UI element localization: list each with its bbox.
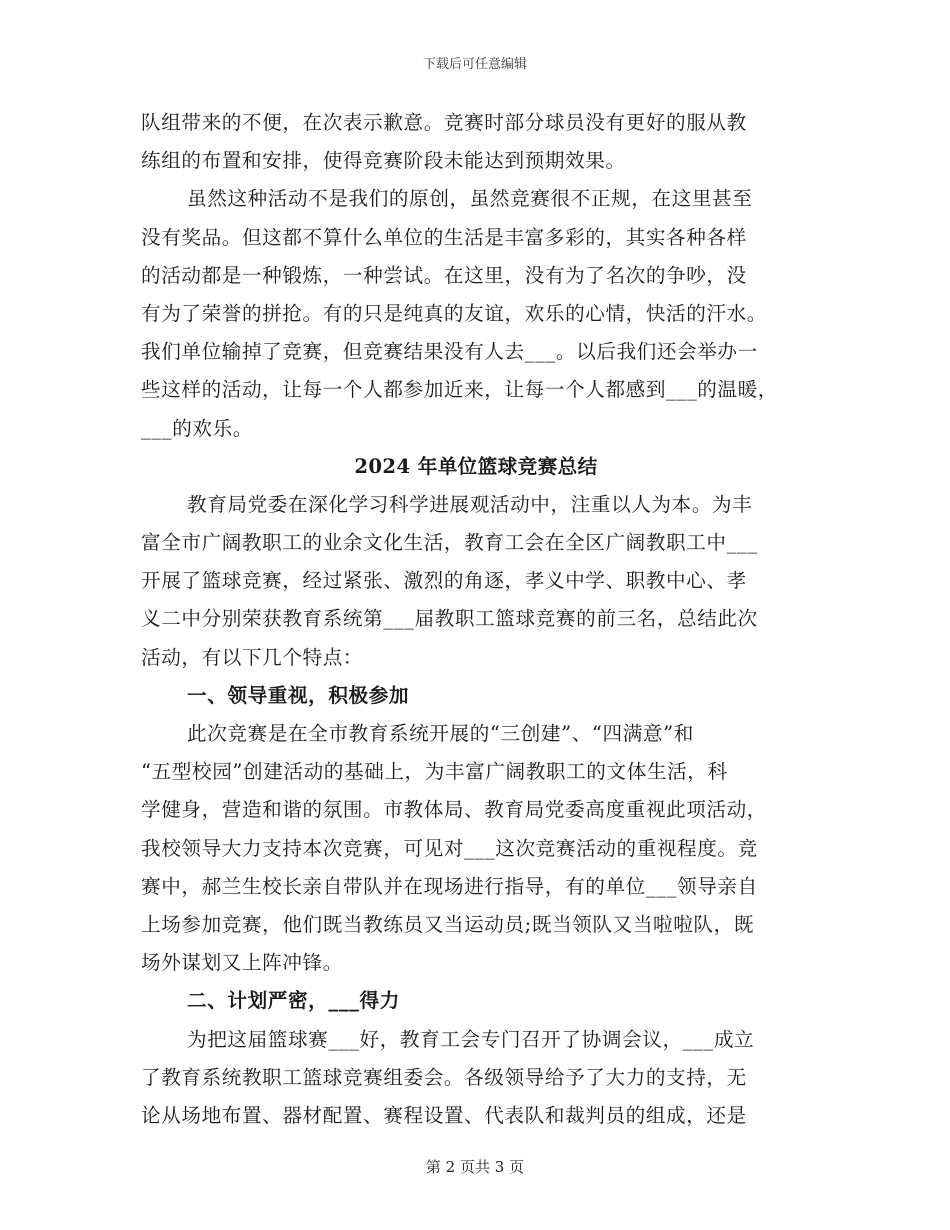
paragraph-line: 没有奖品。但这都不算什么单位的生活是丰富多彩的，其实各种各样 <box>141 225 747 249</box>
paragraph-line: 虽然这种活动不是我们的原创，虽然竞赛很不正规，在这里甚至 <box>187 187 753 211</box>
paragraph-line: 富全市广阔教职工的业余文化生活，教育工会在全区广阔教职工中___ <box>141 531 758 555</box>
paragraph-line: ___的欢乐。 <box>141 416 253 440</box>
document-title: 2024 年单位篮球竞赛总结 <box>354 454 598 478</box>
page-footer: 第 2 页共 3 页 <box>425 1158 525 1176</box>
paragraph-line: “五型校园”创建活动的基础上，为丰富广阔教职工的文体生活，科 <box>141 760 728 784</box>
document-body <box>141 104 811 1135</box>
paragraph-line: 为把这届篮球赛___好，教育工会专门召开了协调会议，___成立 <box>187 1027 755 1051</box>
section-heading: 二、计划严密，___得力 <box>187 989 400 1013</box>
paragraph-line: 我们单位输掉了竞赛，但竞赛结果没有人去___。以后我们还会举办一 <box>141 340 758 364</box>
paragraph-line: 场外谋划又上阵冲锋。 <box>141 951 343 975</box>
paragraph-line: 了教育系统教职工篮球竞赛组委会。各级领导给予了大力的支持，无 <box>141 1065 747 1089</box>
paragraph-line: 上场参加竞赛，他们既当教练员又当运动员;既当领队又当啦啦队，既 <box>141 912 755 936</box>
paragraph-line: 的活动都是一种锻炼，一种尝试。在这里，没有为了名次的争吵，没 <box>141 263 747 287</box>
paragraph-line: 教育局党委在深化学习科学进展观活动中，注重以人为本。为丰 <box>187 492 753 516</box>
paragraph-line: 我校领导大力支持本次竞赛，可见对___这次竞赛活动的重视程度。竞 <box>141 836 758 860</box>
page-header: 下载后可任意编辑 <box>422 57 527 72</box>
paragraph-line: 赛中，郝兰生校长亲自带队并在现场进行指导，有的单位___领导亲自 <box>141 874 758 898</box>
paragraph-line: 义二中分别荣获教育系统第___届教职工篮球竞赛的前三名，总结此次 <box>141 607 758 631</box>
paragraph-line: 此次竞赛是在全市教育系统开展的“三创建”、“四满意”和 <box>187 722 694 745</box>
paragraph-line: 活动，有以下几个特点： <box>141 645 364 669</box>
paragraph-line: 有为了荣誉的拼抢。有的只是纯真的友谊，欢乐的心情，快活的汗水。 <box>141 301 768 325</box>
section-heading: 一、领导重视，积极参加 <box>187 683 410 707</box>
paragraph-line: 论从场地布置、器材配置、赛程设置、代表队和裁判员的组成，还是 <box>141 1103 747 1127</box>
paragraph-line: 学健身，营造和谐的氛围。市教体局、教育局党委高度重视此项活动， <box>141 798 768 822</box>
paragraph-line: 开展了篮球竞赛，经过紧张、激烈的角逐，孝义中学、职教中心、孝 <box>141 569 747 593</box>
paragraph-line: 练组的布置和安排，使得竞赛阶段未能达到预期效果。 <box>141 149 626 173</box>
paragraph-line: 些这样的活动，让每一个人都参加近来，让每一个人都感到___的温暖， <box>141 378 779 402</box>
paragraph-line: 队组带来的不便，在次表示歉意。竞赛时部分球员没有更好的服从教 <box>141 111 747 134</box>
